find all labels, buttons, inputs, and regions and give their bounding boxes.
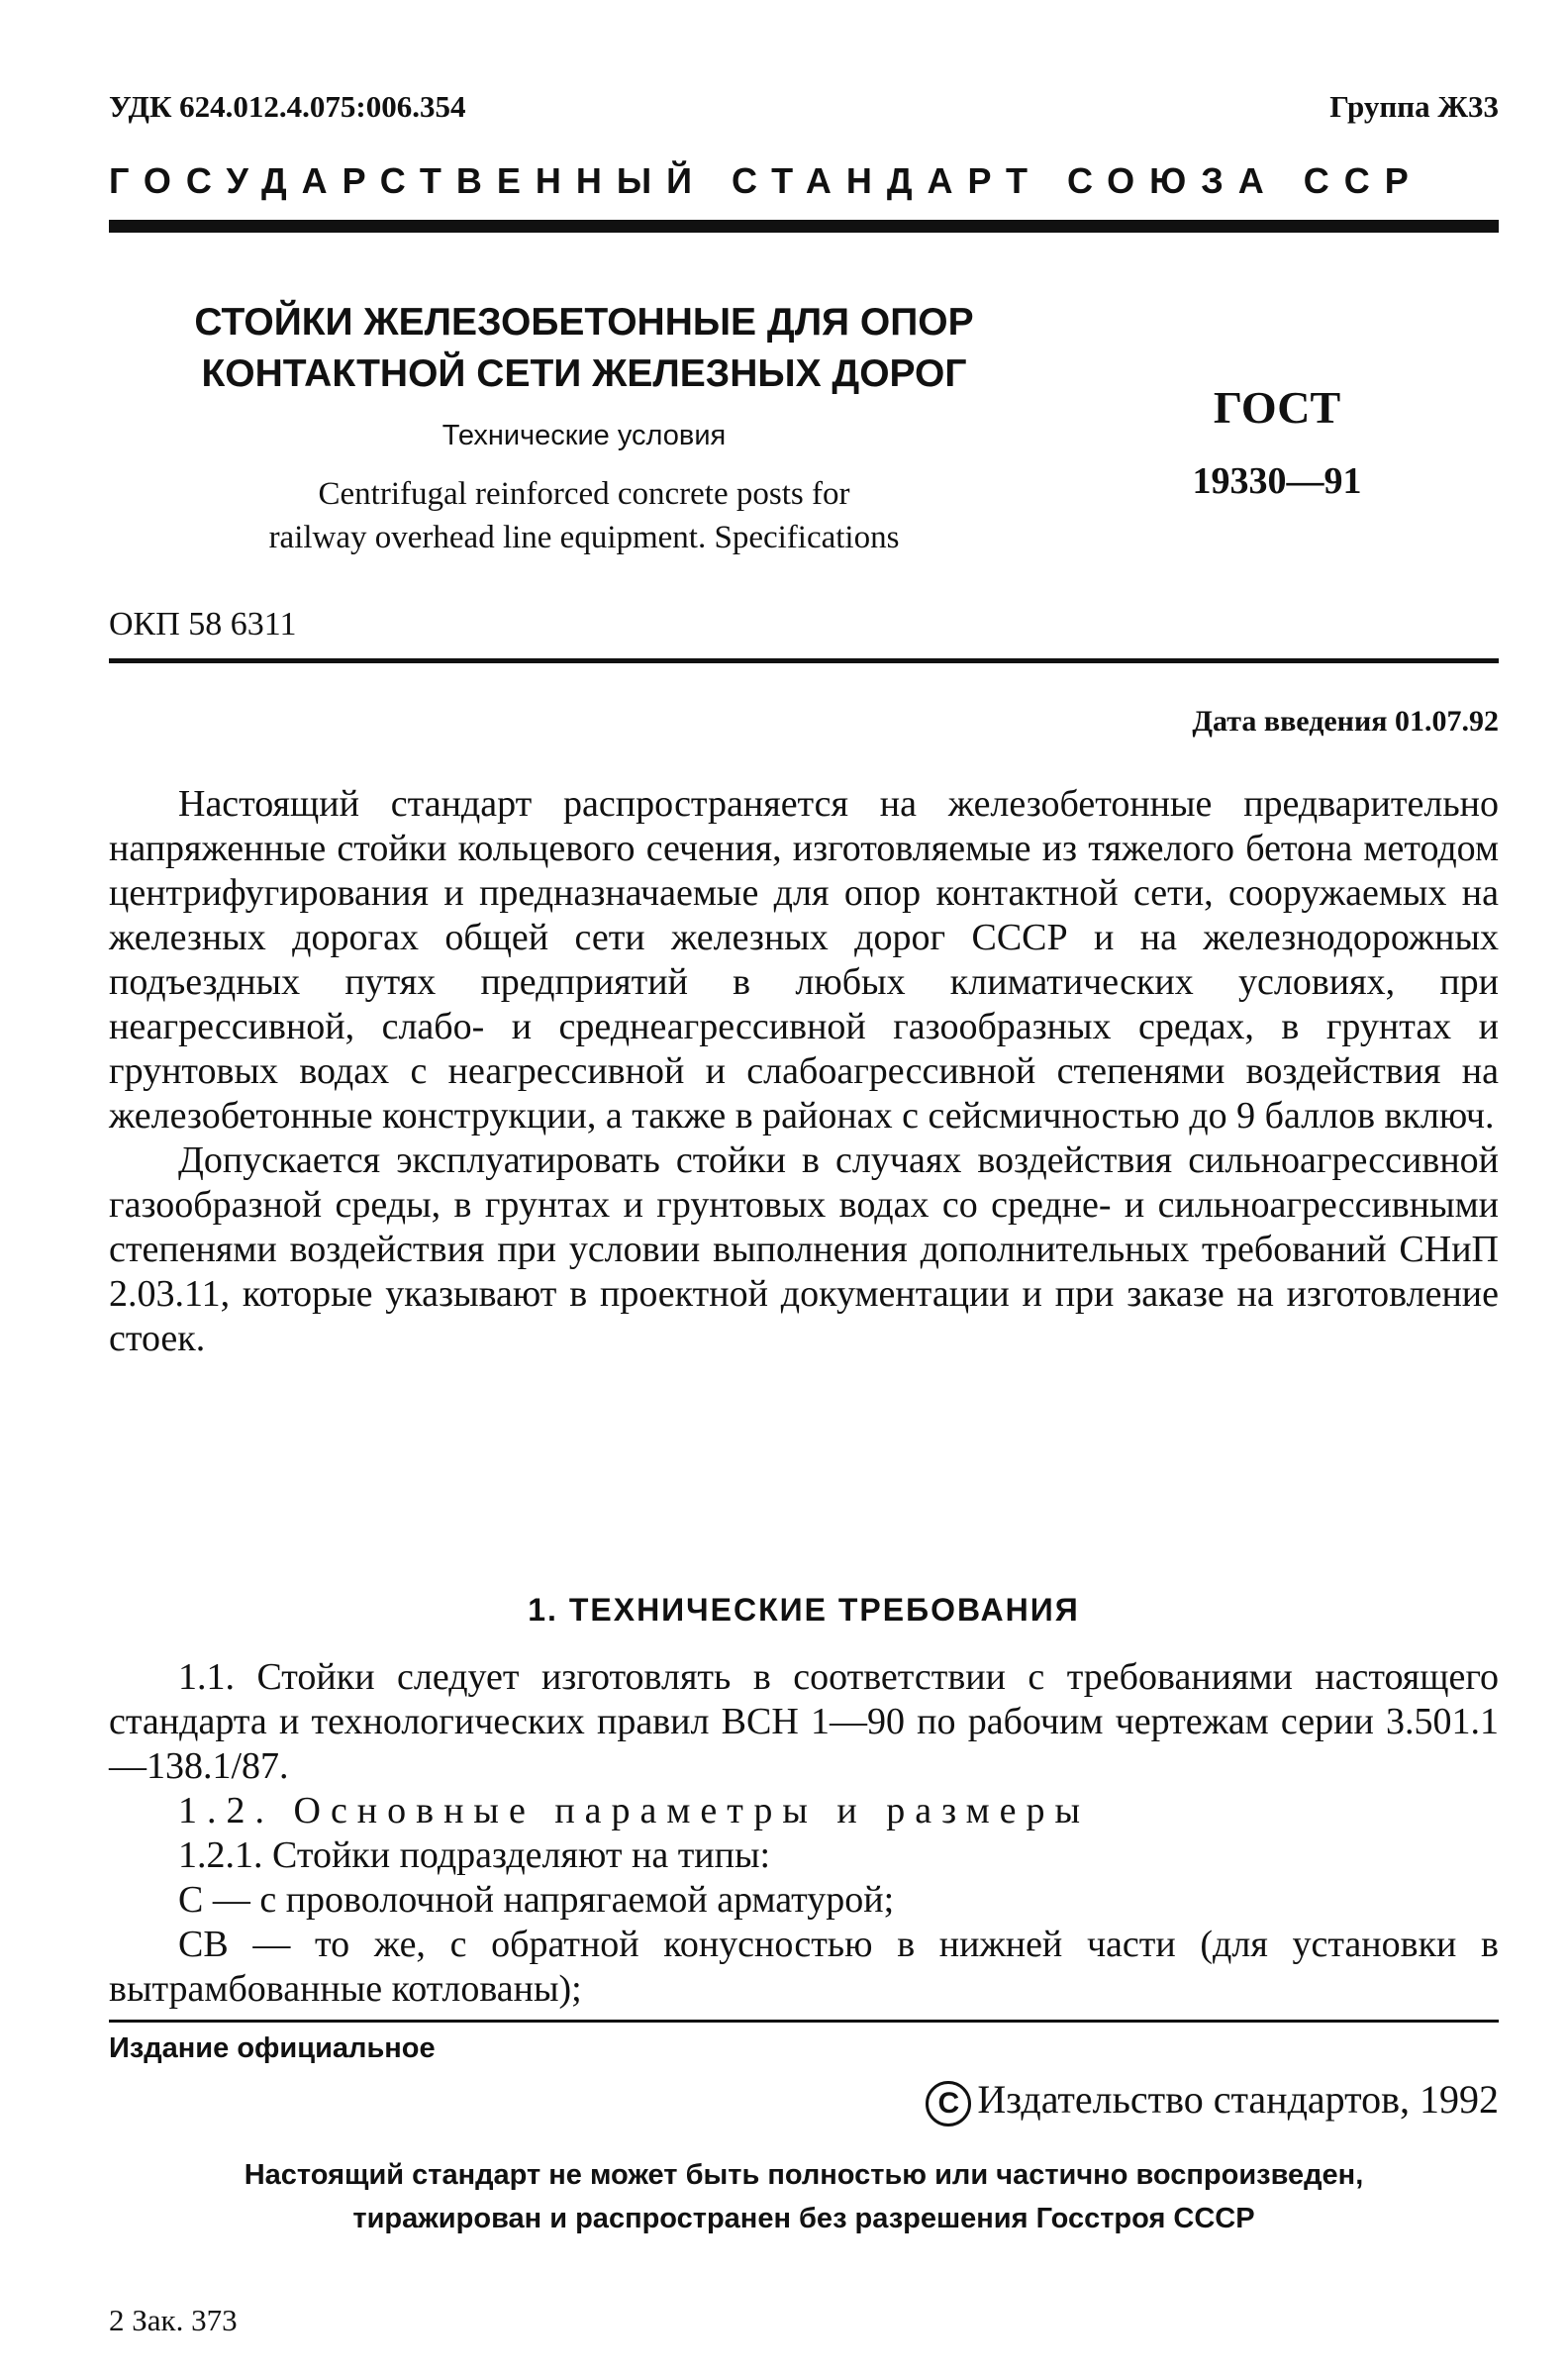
paragraph-scope: Настоящий стандарт распространяется на железобетонные предварительно напряженные стойки кольцевого сечения, изготовляемые из тяжелого бетона методом центрифугирования и предназначаемые для опор контактной сети, сооружаемых на железных дорогах общей сети железных дорог СССР и на железнодорожных подъездных путях предприятий в любых климатических условиях, при неагрессивной, слабо- и среднеагрессивной газообразных средах, в грунтах и грунтовых водах с неагрессивной и слабоагрессивной степенями воздействия на железобетонные конструкции, а также в районах с сейсмичностью до 9 баллов включ. <box>109 783 1499 1137</box>
clause-1-1: 1.1. Стойки следует изготовлять в соответствии с требованиями настоящего стандарта и технологических правил ВСН 1—90 по рабочим чертежам серии 3.501.1—138.1/87. <box>109 1656 1499 1787</box>
date-of-introduction: Дата введения 01.07.92 <box>1192 705 1499 738</box>
copyright-text: Издательство стандартов, 1992 <box>977 2077 1499 2122</box>
copyright <box>926 2076 1499 2127</box>
intro-text <box>109 782 1499 1361</box>
header-divider <box>109 220 1499 233</box>
okp-code: ОКП 58 6311 <box>109 606 297 643</box>
order-number: 2 Зак. 373 <box>109 2303 238 2337</box>
group-code: Группа Ж33 <box>1329 89 1499 124</box>
english-title-line-2: railway overhead line equipment. Specifications <box>268 520 900 555</box>
type-c: С — с проволочной напрягаемой арматурой; <box>178 1879 895 1921</box>
udk-code: УДК 624.012.4.075:006.354 <box>109 89 466 124</box>
title-line-2: КОНТАКТНОЙ СЕТИ ЖЕЛЕЗНЫХ ДОРОГ <box>201 352 967 395</box>
gost-number: 19330—91 <box>1192 460 1362 502</box>
notice-line-1: Настоящий стандарт не может быть полностью или частично воспроизведен, <box>244 2159 1364 2191</box>
title-line-1: СТОЙКИ ЖЕЛЕЗОБЕТОННЫЕ ДЛЯ ОПОР <box>194 301 974 344</box>
okp-divider <box>109 658 1499 663</box>
gost-block <box>1148 381 1406 503</box>
notice-line-2: тиражирован и распространен без разрешения Госстроя СССР <box>352 2203 1255 2234</box>
subtitle: Технические условия <box>441 420 727 451</box>
footer-divider <box>109 2020 1499 2023</box>
paragraph-exception: Допускается эксплуатировать стойки в случаях воздействия сильноагрессивной газообразной среды, в грунтах и грунтовых водах со средне- и сильноагрессивными степенями воздействия при условии выполнения дополнительных требований СНиП 2.03.11, которые указывают в проектной документации и при заказе на изготовление стоек. <box>109 1139 1499 1359</box>
type-cb: СВ — то же, с обратной конусностью в нижней части (для установки в вытрамбованные котлованы); <box>109 1924 1499 2010</box>
copyright-icon: C <box>926 2081 971 2127</box>
clause-1-2: 1.2. Основные параметры и размеры <box>178 1790 1091 1831</box>
reproduction-notice <box>109 2153 1499 2240</box>
official-edition: Издание официальное <box>109 2032 436 2064</box>
state-standard-banner: ГОСУДАРСТВЕННЫЙ СТАНДАРТ СОЮЗА ССР <box>109 160 1423 201</box>
english-title <box>158 472 1010 559</box>
clause-1-2-1: 1.2.1. Стойки подразделяют на типы: <box>178 1834 771 1876</box>
title-block <box>158 297 1010 559</box>
english-title-line-1: Centrifugal reinforced concrete posts for <box>318 476 850 512</box>
requirements-text <box>109 1655 1499 2012</box>
section-heading: 1. ТЕХНИЧЕСКИЕ ТРЕБОВАНИЯ <box>528 1592 1080 1628</box>
gost-label: ГОСТ <box>1213 382 1341 433</box>
